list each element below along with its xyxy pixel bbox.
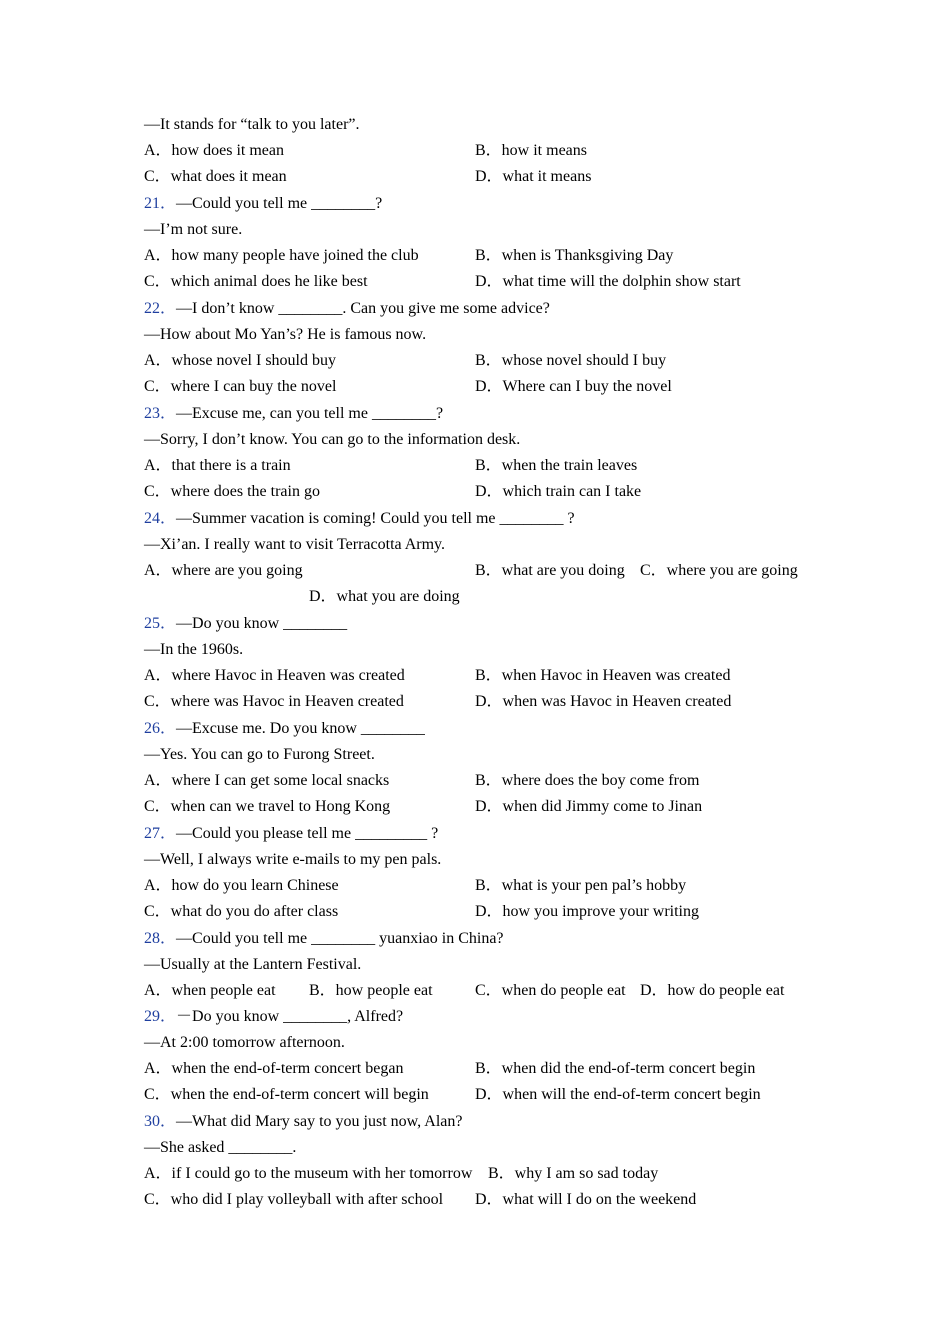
option-c: C．where was Havoc in Heaven created [144,693,404,710]
question-prompt: －Do you know ________, Alfred? [176,1008,404,1025]
option-d: D．which train can I take [475,483,642,500]
question-28-stem [144,926,504,952]
option-d: D．when did Jimmy come to Jinan [475,798,703,815]
question-number: 25． [144,615,177,632]
question-number: 23． [144,405,177,422]
question-number: 21． [144,195,177,212]
option-b: B．how people eat [309,982,433,999]
option-b: B．what are you doing [475,562,625,579]
question-number: 28． [144,930,177,947]
option-b: B．when did the end-of-term concert begin [475,1060,756,1077]
option-d: D．what you are doing [309,588,460,605]
question-answer: —How about Mo Yan’s? He is famous now. [144,326,427,343]
option-a: A．where I can get some local snacks [144,772,390,789]
option-a: A．how does it mean [144,142,284,159]
question-prompt: —What did Mary say to you just now, Alan? [176,1113,463,1130]
question-number: 27． [144,825,177,842]
option-a: A．how do you learn Chinese [144,877,339,894]
option-b: B．whose novel should I buy [475,352,667,369]
question-answer: —Xi’an. I really want to visit Terracotta Army. [144,536,446,553]
question-number: 24． [144,510,177,527]
option-d: D．when will the end-of-term concert begin [475,1086,761,1103]
question-answer: —I’m not sure. [144,221,243,238]
option-d: D．how you improve your writing [475,903,699,920]
option-a: A．how many people have joined the club [144,247,419,264]
option-b: B．what is your pen pal’s hobby [475,877,687,894]
option-a: A．when the end-of-term concert began [144,1060,404,1077]
option-b: B．why I am so sad today [488,1165,659,1182]
option-c: C．who did I play volleyball with after school [144,1191,444,1208]
question-answer: —Usually at the Lantern Festival. [144,956,362,973]
question-prompt: —Summer vacation is coming! Could you tell me ________ ? [176,510,575,527]
option-d: D．how do people eat [640,982,785,999]
option-b: B．when the train leaves [475,457,638,474]
option-c: C．when do people eat [475,982,626,999]
question-answer: —She asked ________. [144,1139,297,1156]
option-a: A．that there is a train [144,457,291,474]
option-c: C．what does it mean [144,168,287,185]
option-b: B．how it means [475,142,587,159]
option-b: B．when Havoc in Heaven was created [475,667,731,684]
question-24-stem [144,506,575,532]
option-c: C．which animal does he like best [144,273,368,290]
question-prompt: —Excuse me, can you tell me ________? [176,405,444,422]
option-a: A．where are you going [144,562,303,579]
question-number: 22． [144,300,177,317]
option-d: D．when was Havoc in Heaven created [475,693,732,710]
question-answer: —Yes. You can go to Furong Street. [144,746,375,763]
option-c: C．when the end-of-term concert will begin [144,1086,429,1103]
question-answer: —In the 1960s. [144,641,244,658]
question-prompt: —Could you please tell me _________ ? [176,825,439,842]
option-b: B．when is Thanksgiving Day [475,247,674,264]
question-30-stem [144,1109,463,1135]
question-number: 26． [144,720,177,737]
option-c: C．what do you do after class [144,903,339,920]
question-prompt: —Could you tell me ________? [176,195,383,212]
option-a: A．where Havoc in Heaven was created [144,667,405,684]
question-21-stem [144,191,382,217]
option-b: B．where does the boy come from [475,772,700,789]
option-a: A．when people eat [144,982,276,999]
option-c: C．where I can buy the novel [144,378,337,395]
question-prompt: —Do you know ________ [176,615,348,632]
option-d: D．what will I do on the weekend [475,1191,697,1208]
question-number: 30． [144,1113,177,1130]
option-d: D．what it means [475,168,592,185]
question-prompt: —Excuse me. Do you know ________ [176,720,425,737]
question-answer: —Well, I always write e-mails to my pen pals. [144,851,442,868]
question-26-stem [144,716,425,742]
question-prompt: —Could you tell me ________ yuanxiao in China? [176,930,504,947]
question-27-stem [144,821,438,847]
option-d: D．what time will the dolphin show start [475,273,741,290]
question-23-stem [144,401,443,427]
question-25-stem [144,611,347,637]
option-a: A．whose novel I should buy [144,352,336,369]
question-prompt: —I don’t know ________. Can you give me some advice? [176,300,550,317]
option-d: D．Where can I buy the novel [475,378,672,395]
question-22-stem [144,296,550,322]
option-a: A．if I could go to the museum with her tomorrow [144,1165,473,1182]
intro-answer: —It stands for “talk to you later”. [144,116,360,133]
question-number: 29． [144,1008,177,1025]
option-c: C．where you are going [640,562,798,579]
question-29-stem [144,1004,403,1030]
question-answer: —Sorry, I don’t know. You can go to the information desk. [144,431,521,448]
option-c: C．where does the train go [144,483,320,500]
option-c: C．when can we travel to Hong Kong [144,798,391,815]
question-answer: —At 2:00 tomorrow afternoon. [144,1034,345,1051]
